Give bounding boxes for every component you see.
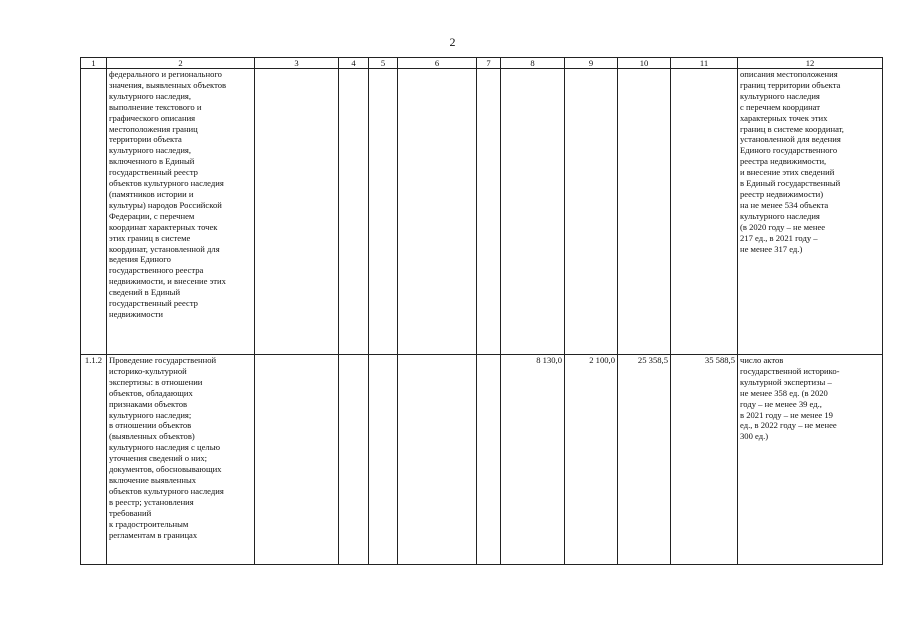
column-header: 11 [671,58,738,69]
empty-cell [369,355,398,565]
empty-cell [255,355,339,565]
column-header: 12 [738,58,883,69]
value-cell: 25 358,5 [618,355,671,565]
value-cell [565,69,618,355]
item-code-cell: 1.1.2 [81,355,107,565]
table-row [81,69,883,355]
empty-cell [477,355,501,565]
data-table [80,57,883,565]
value-cell: 35 588,5 [671,355,738,565]
result-cell: описания местоположения границ территории объекта культурного наследия с перечнем координат характерных точек этих границ в системе координат, установленной для ведения Единого государственного реестра недвижимости, и внесение этих сведений в Единый государственный реестр недвижимости) на не менее 534 объекта культурного наследия (в 2020 году – не менее 217 ед., в 2021 году – не менее 317 ед.) [738,69,883,355]
column-header: 4 [339,58,369,69]
empty-cell [255,69,339,355]
description-cell: Проведение государственной историко-культурной экспертизы: в отношении объектов, обладающих признаками объектов культурного наследия; в отношении объектов (выявленных объектов) культурного наследия с целью уточнения сведений о них; документов, обосновывающих включение выявленных объектов культурного наследия в реестр; установления требований к градостроительным регламентам в границах [107,355,255,565]
empty-cell [477,69,501,355]
item-code-cell [81,69,107,355]
result-cell: число актов государственной историко- культурной экспертизы – не менее 358 ед. (в 2020 году – не менее 39 ед., в 2021 году – не менее 19 ед., в 2022 году – не менее 300 ед.) [738,355,883,565]
column-header: 9 [565,58,618,69]
column-header: 2 [107,58,255,69]
empty-cell [398,69,477,355]
value-cell [671,69,738,355]
value-cell [618,69,671,355]
value-cell: 8 130,0 [501,355,565,565]
empty-cell [339,355,369,565]
column-header: 5 [369,58,398,69]
column-header: 3 [255,58,339,69]
column-header: 7 [477,58,501,69]
page-number: 2 [449,35,456,49]
column-header: 1 [81,58,107,69]
column-header: 8 [501,58,565,69]
column-header: 6 [398,58,477,69]
empty-cell [398,355,477,565]
column-header: 10 [618,58,671,69]
description-cell: федерального и регионального значения, выявленных объектов культурного наследия, выполнение текстового и графического описания местоположения границ территории объекта культурного наследия, включенного в Единый государственный реестр объектов культурного наследия (памятников истории и культуры) народов Российской Федерации, с перечнем координат характерных точек этих границ в системе координат, установленной для ведения Единого государственного реестра недвижимости, и внесение этих сведений в Единый государственный реестр недвижимости [107,69,255,355]
value-cell: 2 100,0 [565,355,618,565]
empty-cell [339,69,369,355]
header-row [81,58,883,69]
empty-cell [369,69,398,355]
table-row [81,355,883,565]
value-cell [501,69,565,355]
